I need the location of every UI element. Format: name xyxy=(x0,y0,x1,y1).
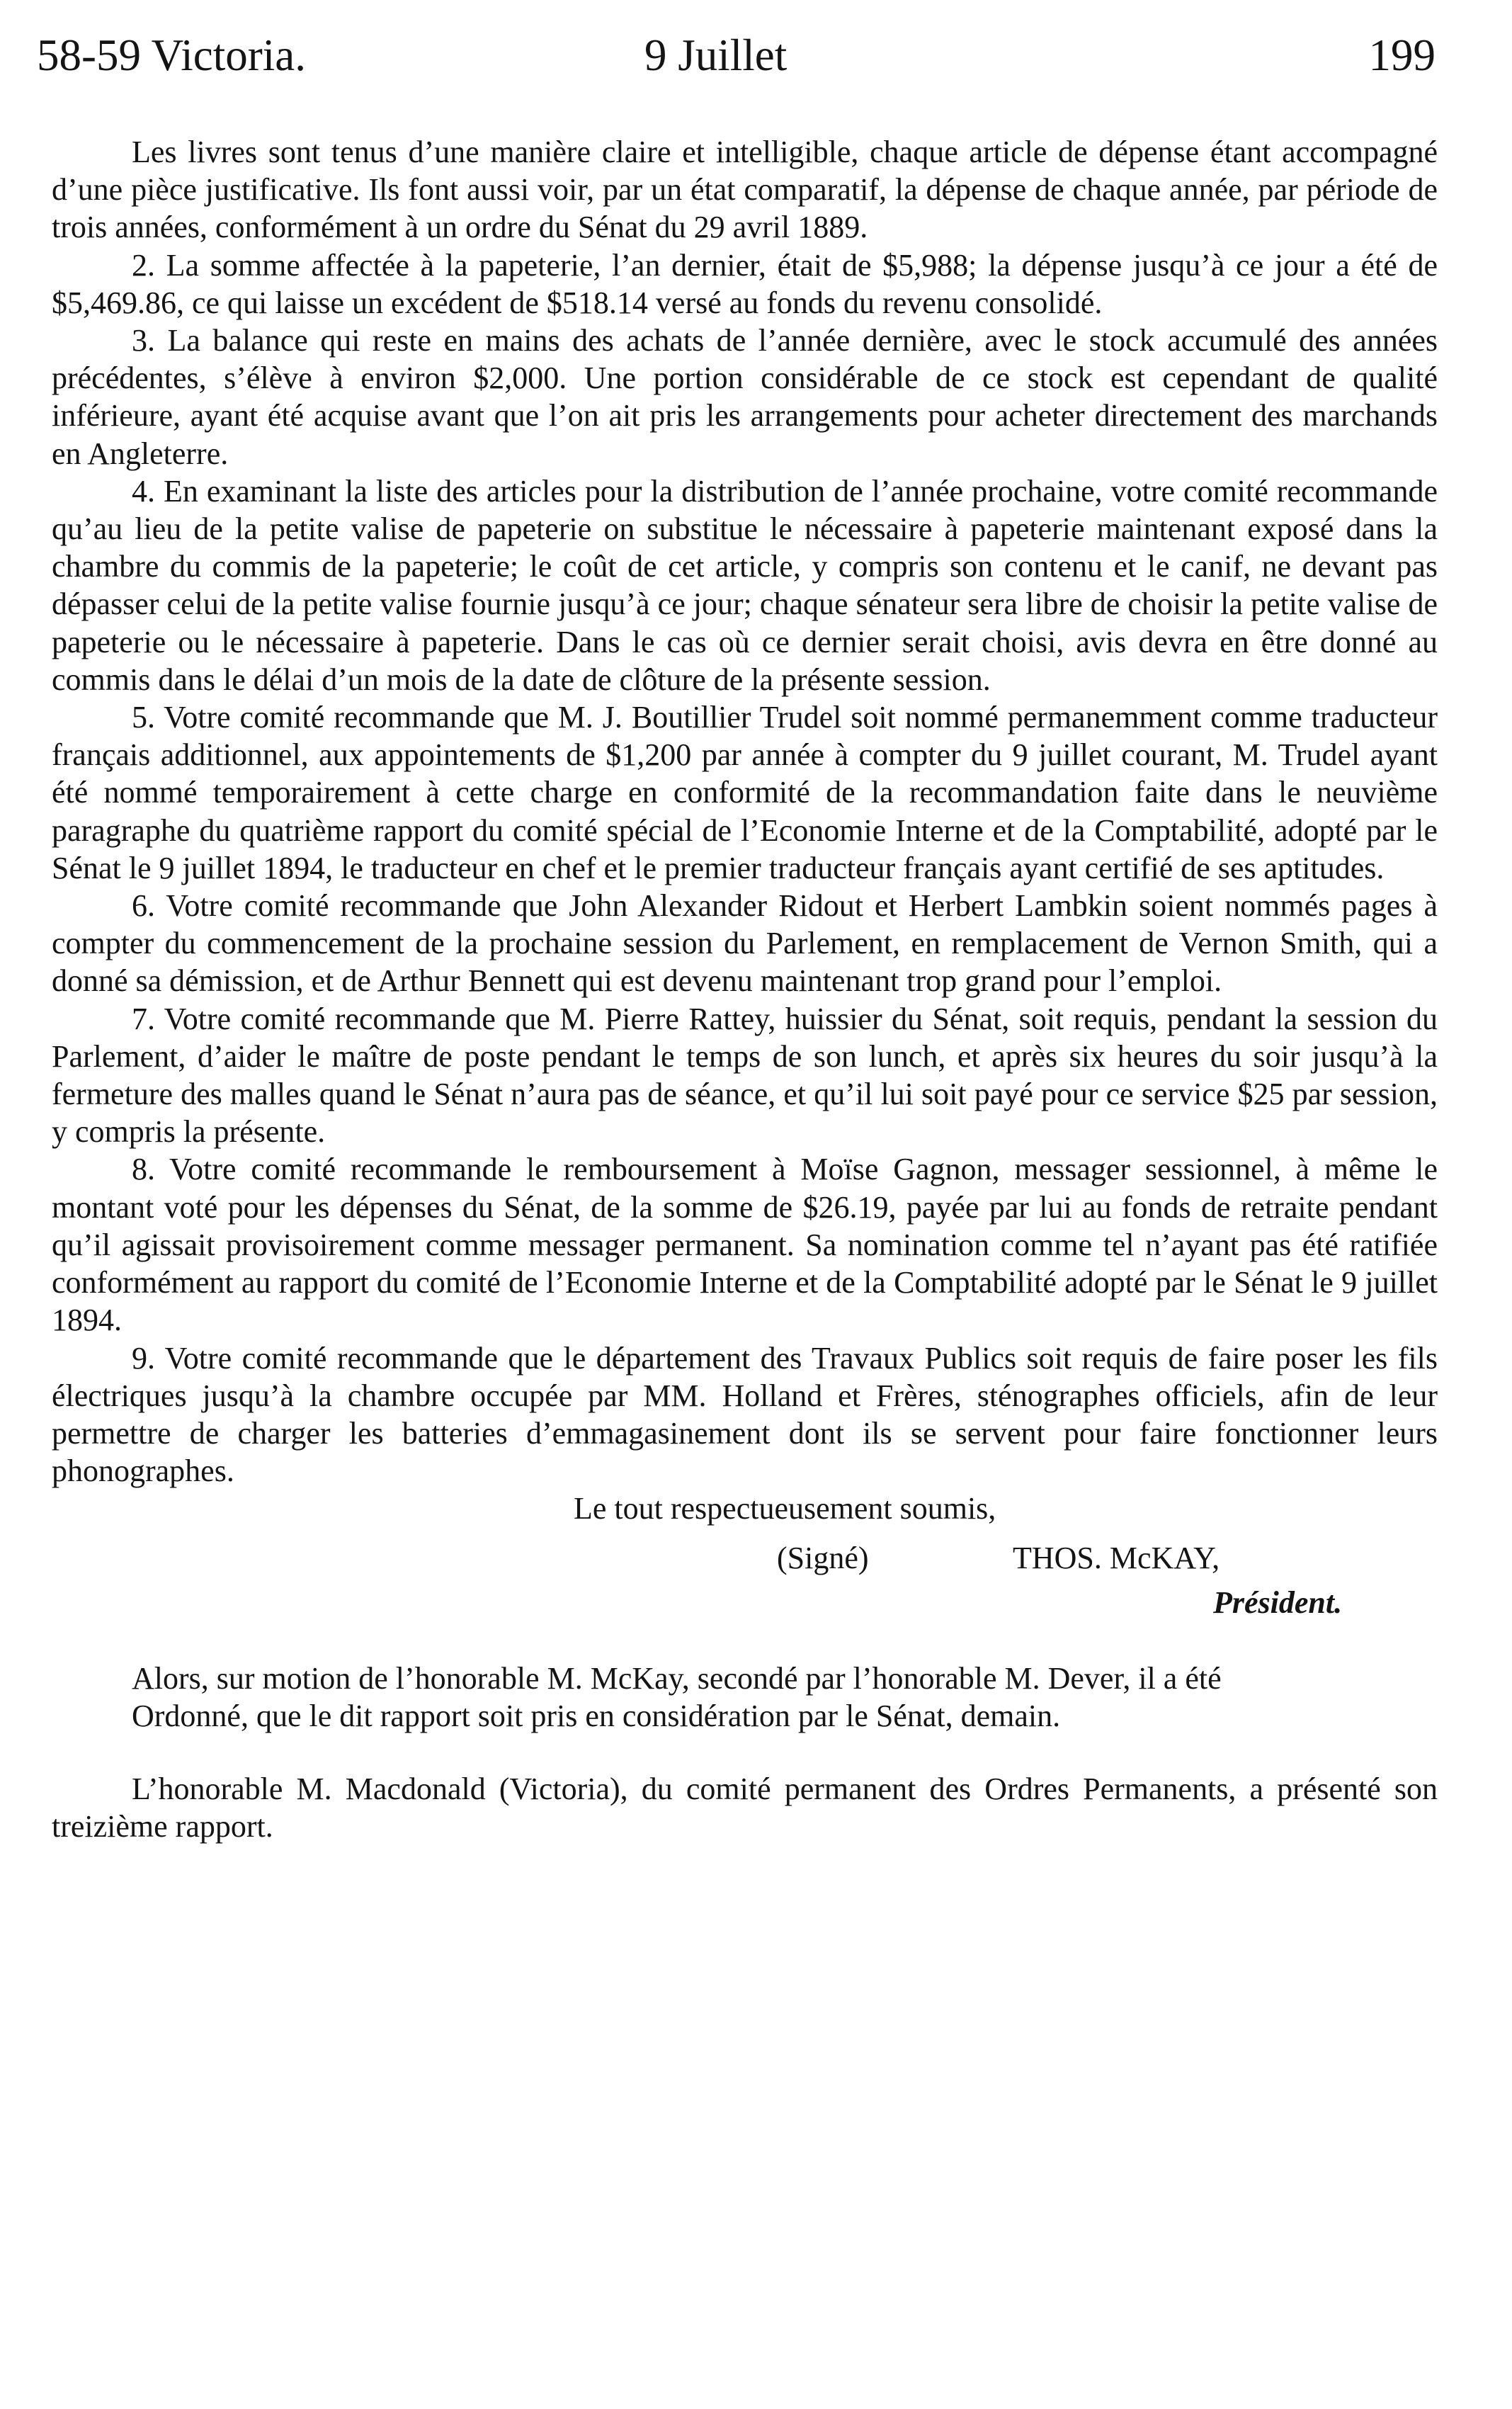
paragraph-8: 8. Votre comité recommande le remboursement à Moïse Gagnon, messager sessionnel, à même le montant voté pour les dépenses du Sénat, de la somme de $26.19, payée par lui au fonds de retraite pendant qu’il agissait provisoirement comme messager permanent. Sa nomination comme tel n’ayant pas été ratifiée conformément au rapport du comité de l’Economie Interne et de la Comptabilité adopté par le Sénat le 9 juillet 1894. xyxy=(52,1152,1438,1338)
order-paragraph: Ordonné, que le dit rapport soit pris en considération par le Sénat, demain. xyxy=(132,1698,1061,1733)
paragraph-6: 6. Votre comité recommande que John Alexander Ridout et Herbert Lambkin soient nommés pages à compter du commencement de la prochaine session du Parlement, en remplacement de Vernon Smith, qui a donné sa démission, et de Arthur Bennett qui est devenu maintenant trop grand pour l’emploi. xyxy=(52,888,1438,999)
page-header xyxy=(37,27,1436,84)
paragraph-1: Les livres sont tenus d’une manière claire et intelligible, chaque article de dépense étant accompagné d’une pièce justificative. Ils font aussi voir, par un état comparatif, la dépense de chaque année, par période de trois années, conformément à un ordre du Sénat du 29 avril 1889. xyxy=(52,135,1438,245)
header-date: 9 Juillet xyxy=(644,30,788,80)
signature-name: THOS. McKAY, xyxy=(1013,1540,1220,1575)
paragraph-9: 9. Votre comité recommande que le département des Travaux Publics soit requis de faire poser les fils électriques jusqu’à la chambre occupée par MM. Holland et Frères, sténographes officiels, afin de leur permettre de charger les batteries d’emmagasinement dont ils se servent pour faire fonctionner leurs phonographes. xyxy=(52,1340,1438,1489)
signature-signed: (Signé) xyxy=(777,1540,869,1575)
paragraph-5: 5. Votre comité recommande que M. J. Boutillier Trudel soit nommé permanemment comme traducteur français additionnel, aux appointements de $1,200 par année à compter du 9 juillet courant, M. Trudel ayant été nommé temporairement à cette charge en conformité de la recommandation faite dans le neuvième paragraphe du quatrième rapport du comité spécial de l’Economie Interne et de la Comptabilité, adopté par le Sénat le 9 juillet 1894, le traducteur en chef et le premier traducteur français ayant certifié de ses aptitudes. xyxy=(52,700,1438,885)
page-number: 199 xyxy=(1368,30,1436,80)
paragraph-3: 3. La balance qui reste en mains des achats de l’année dernière, avec le stock accumulé des années précédentes, s’élève à environ $2,000. Une portion considérable de ce stock est cependant de qualité inférieure, ayant été acquise avant que l’on ait pris les arrangements pour acheter directement des marchands en Angleterre. xyxy=(52,323,1438,471)
paragraph-2: 2. La somme affectée à la papeterie, l’an dernier, était de $5,988; la dépense jusqu’à ce jour a été de $5,469.86, ce qui laisse un excédent de $518.14 versé au fonds du revenu consolidé. xyxy=(52,247,1438,320)
final-paragraph: L’honorable M. Macdonald (Victoria), du comité permanent des Ordres Permanents, a présenté son treizième rapport. xyxy=(52,1771,1438,1844)
signature-closing: Le tout respectueusement soumis, xyxy=(574,1491,996,1526)
motion-paragraph: Alors, sur motion de l’honorable M. McKay, secondé par l’honorable M. Dever, il a été xyxy=(132,1660,1222,1696)
paragraph-4: 4. En examinant la liste des articles pour la distribution de l’année prochaine, votre comité recommande qu’au lieu de la petite valise de papeterie on substitue le nécessaire à papeterie maintenant exposé dans la chambre du commis de la papeterie; le coût de cet article, y compris son contenu et le canif, ne devant pas dépasser celui de la petite valise fournie jusqu’à ce jour; chaque sénateur sera libre de choisir la petite valise de papeterie ou le nécessaire à papeterie. Dans le cas où ce dernier serait choisi, avis devra en être donné au commis dans le délai d’un mois de la date de clôture de la présente session. xyxy=(52,473,1438,697)
signature-title-line xyxy=(52,1584,1438,1621)
document-body xyxy=(52,133,1438,1845)
header-session: 58-59 Victoria. xyxy=(37,30,306,80)
signature-line xyxy=(52,1539,1438,1577)
signature-title: Président. xyxy=(1213,1585,1343,1620)
paragraph-7: 7. Votre comité recommande que M. Pierre Rattey, huissier du Sénat, soit requis, pendant la session du Parlement, d’aider le maître de poste pendant le temps de son lunch, et après six heures du soir jusqu’à la fermeture des malles quand le Sénat n’aura pas de séance, et qu’il lui soit payé pour ce service $25 par session, y compris la présente. xyxy=(52,1001,1438,1150)
